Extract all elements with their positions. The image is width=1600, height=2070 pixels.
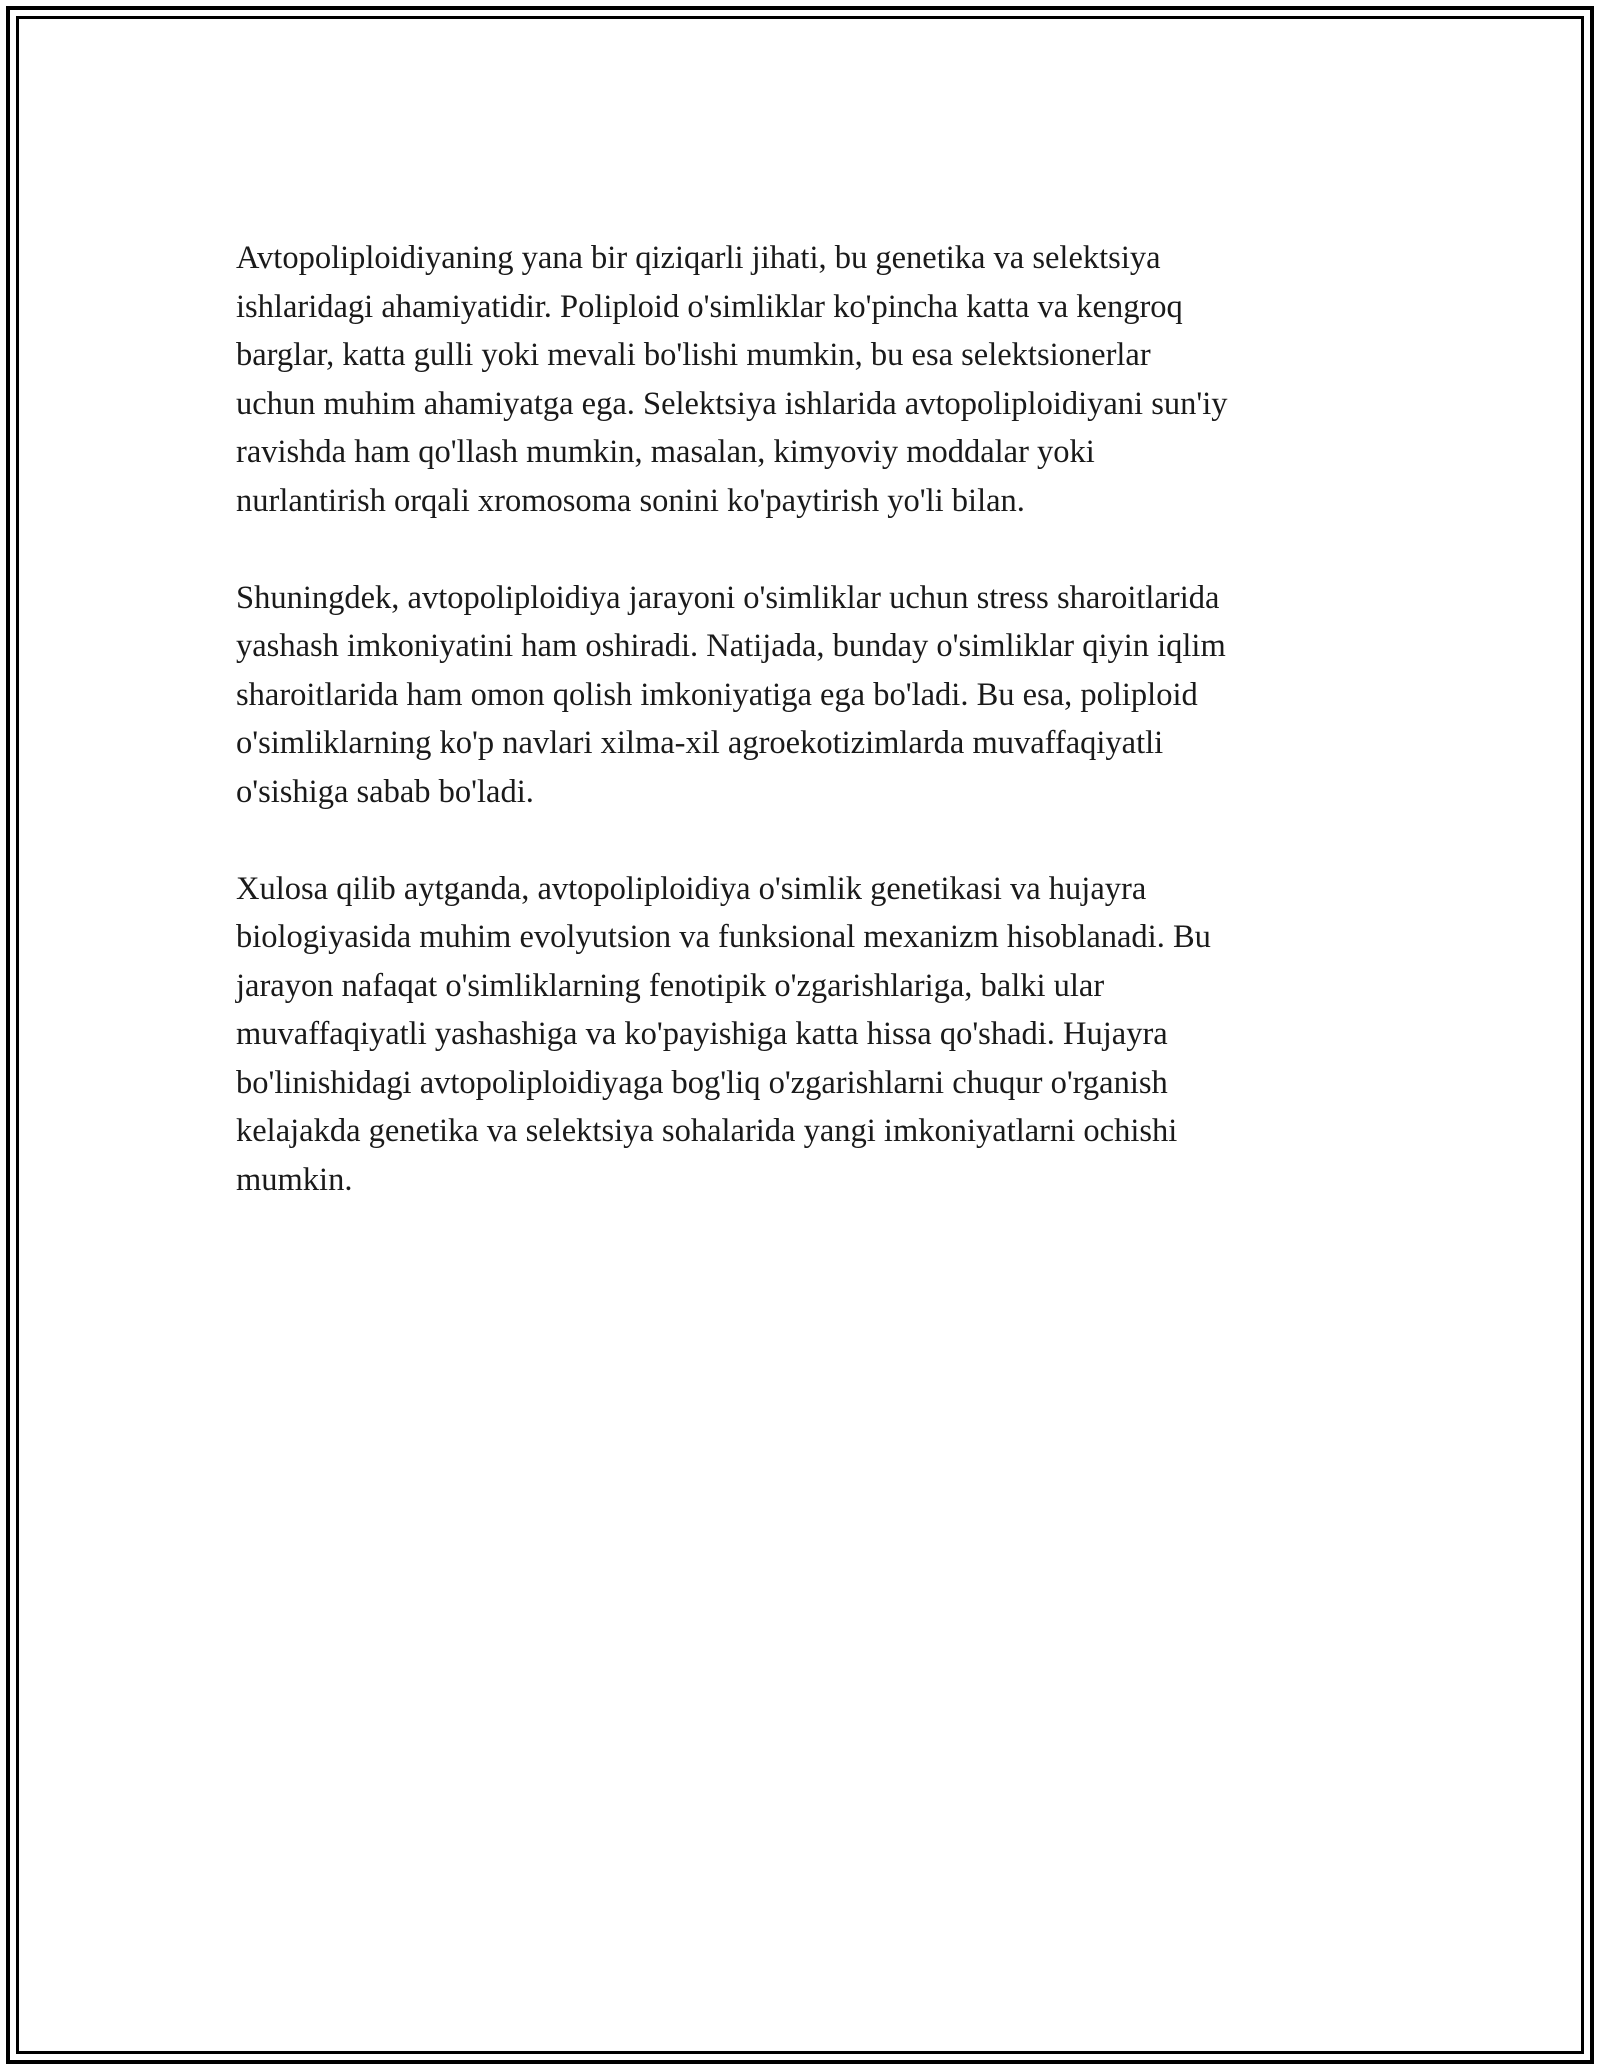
document-body [236, 234, 1376, 1253]
paragraph-3: Xulosa qilib aytganda, avtopoliploidiya o'simlik genetikasi va hujayra biologiyasida muhim evolyutsion va funksional mexanizm hisoblanadi. Bu jarayon nafaqat o'simliklarning fenotipik o'zgarishlariga, balki ular muvaffaqiyatli yashashiga va ko'payishiga katta hissa qo'shadi. Hujayra bo'linishidagi avtopoliploidiyaga bog'liq o'zgarishlarni chuqur o'rganish kelajakda genetika va selektsiya sohalarida yangi imkoniyatlarni ochishi mumkin. [236, 870, 1211, 1198]
paragraph-2: Shuningdek, avtopoliploidiya jarayoni o'simliklar uchun stress sharoitlarida yashash imkoniyatini ham oshiradi. Natijada, bunday o'simliklar qiyin iqlim sharoitlarida ham omon qolish imkoniyatiga ega bo'ladi. Bu esa, poliploid o'simliklarning ko'p navlari xilma-xil agroekotizimlarda muvaffaqiyatli o'sishiga sabab bo'ladi. [236, 579, 1226, 810]
paragraph-1: Avtopoliploidiyaning yana bir qiziqarli jihati, bu genetika va selektsiya ishlaridagi ahamiyatidir. Poliploid o'simliklar ko'pincha katta va kengroq barglar, katta gulli yoki mevali bo'lishi mumkin, bu esa selektsionerlar uchun muhim ahamiyatga ega. Selektsiya ishlarida avtopoliploidiyani sun'iy ravishda ham qo'llash mumkin, masalan, kimyoviy moddalar yoki nurlantirish orqali xromosoma sonini ko'paytirish yo'li bilan. [236, 240, 1228, 519]
